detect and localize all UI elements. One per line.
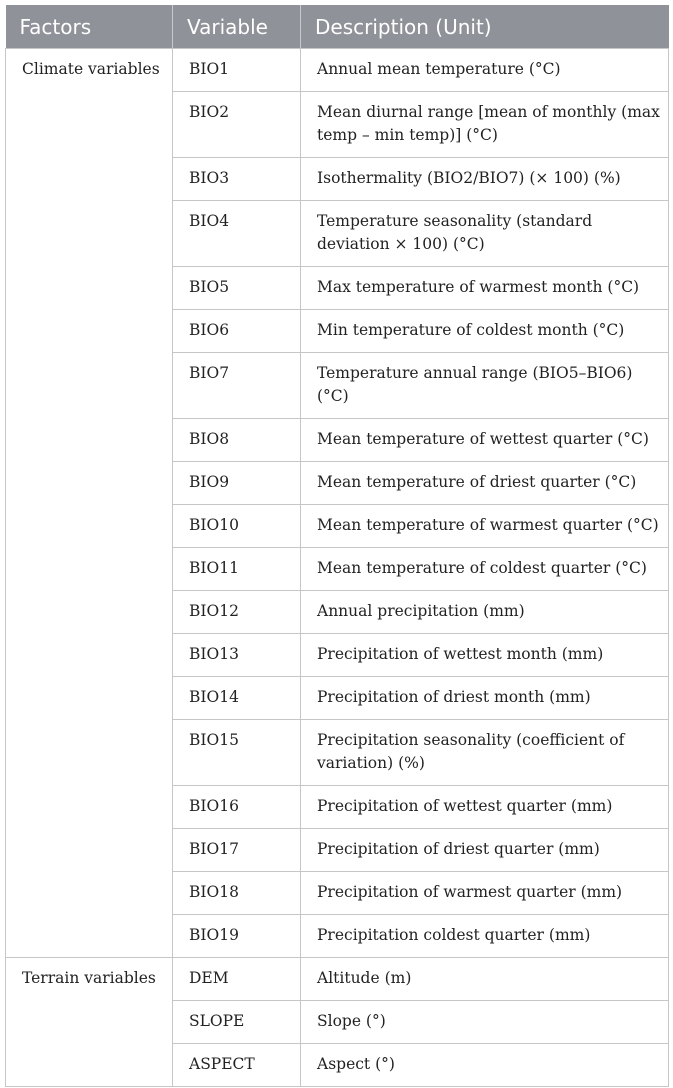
variable-cell: BIO3 (173, 158, 301, 201)
variable-cell: SLOPE (173, 1001, 301, 1044)
variable-cell: BIO8 (173, 419, 301, 462)
description-cell: Mean temperature of driest quarter (°C) (301, 462, 669, 505)
variable-cell: BIO11 (173, 548, 301, 591)
description-cell: Precipitation seasonality (coefficient of variation) (%) (301, 720, 669, 786)
description-cell: Precipitation coldest quarter (mm) (301, 915, 669, 958)
header-description: Description (Unit) (301, 5, 669, 49)
variable-cell: BIO17 (173, 829, 301, 872)
description-cell: Precipitation of warmest quarter (mm) (301, 872, 669, 915)
variable-cell: BIO1 (173, 49, 301, 92)
description-cell: Temperature annual range (BIO5–BIO6) (°C) (301, 353, 669, 419)
variable-cell: BIO2 (173, 92, 301, 158)
description-cell: Mean diurnal range [mean of monthly (max temp – min temp)] (°C) (301, 92, 669, 158)
factor-cell: Terrain variables (6, 958, 173, 1087)
header-variable: Variable (173, 5, 301, 49)
description-cell: Isothermality (BIO2/BIO7) (× 100) (%) (301, 158, 669, 201)
variable-cell: BIO14 (173, 677, 301, 720)
description-cell: Mean temperature of warmest quarter (°C) (301, 505, 669, 548)
description-cell: Mean temperature of wettest quarter (°C) (301, 419, 669, 462)
variable-cell: BIO16 (173, 786, 301, 829)
description-cell: Slope (°) (301, 1001, 669, 1044)
variable-cell: BIO13 (173, 634, 301, 677)
description-cell: Annual mean temperature (°C) (301, 49, 669, 92)
variable-cell: BIO5 (173, 267, 301, 310)
variable-cell: BIO6 (173, 310, 301, 353)
description-cell: Altitude (m) (301, 958, 669, 1001)
description-cell: Min temperature of coldest month (°C) (301, 310, 669, 353)
description-cell: Temperature seasonality (standard deviation × 100) (°C) (301, 201, 669, 267)
variable-cell: ASPECT (173, 1044, 301, 1087)
variable-cell: BIO9 (173, 462, 301, 505)
variables-table (5, 5, 669, 1087)
description-cell: Annual precipitation (mm) (301, 591, 669, 634)
table-row (6, 49, 669, 92)
variable-cell: BIO7 (173, 353, 301, 419)
table-body (6, 49, 669, 1087)
description-cell: Precipitation of driest month (mm) (301, 677, 669, 720)
description-cell: Mean temperature of coldest quarter (°C) (301, 548, 669, 591)
description-cell: Aspect (°) (301, 1044, 669, 1087)
description-cell: Precipitation of driest quarter (mm) (301, 829, 669, 872)
table-row (6, 958, 669, 1001)
header-factors: Factors (6, 5, 173, 49)
variable-cell: BIO15 (173, 720, 301, 786)
factor-cell: Climate variables (6, 49, 173, 958)
description-cell: Precipitation of wettest quarter (mm) (301, 786, 669, 829)
description-cell: Precipitation of wettest month (mm) (301, 634, 669, 677)
variable-cell: BIO4 (173, 201, 301, 267)
header-row (6, 5, 669, 49)
variable-cell: BIO12 (173, 591, 301, 634)
variable-cell: DEM (173, 958, 301, 1001)
description-cell: Max temperature of warmest month (°C) (301, 267, 669, 310)
variable-cell: BIO19 (173, 915, 301, 958)
variable-cell: BIO18 (173, 872, 301, 915)
variable-cell: BIO10 (173, 505, 301, 548)
